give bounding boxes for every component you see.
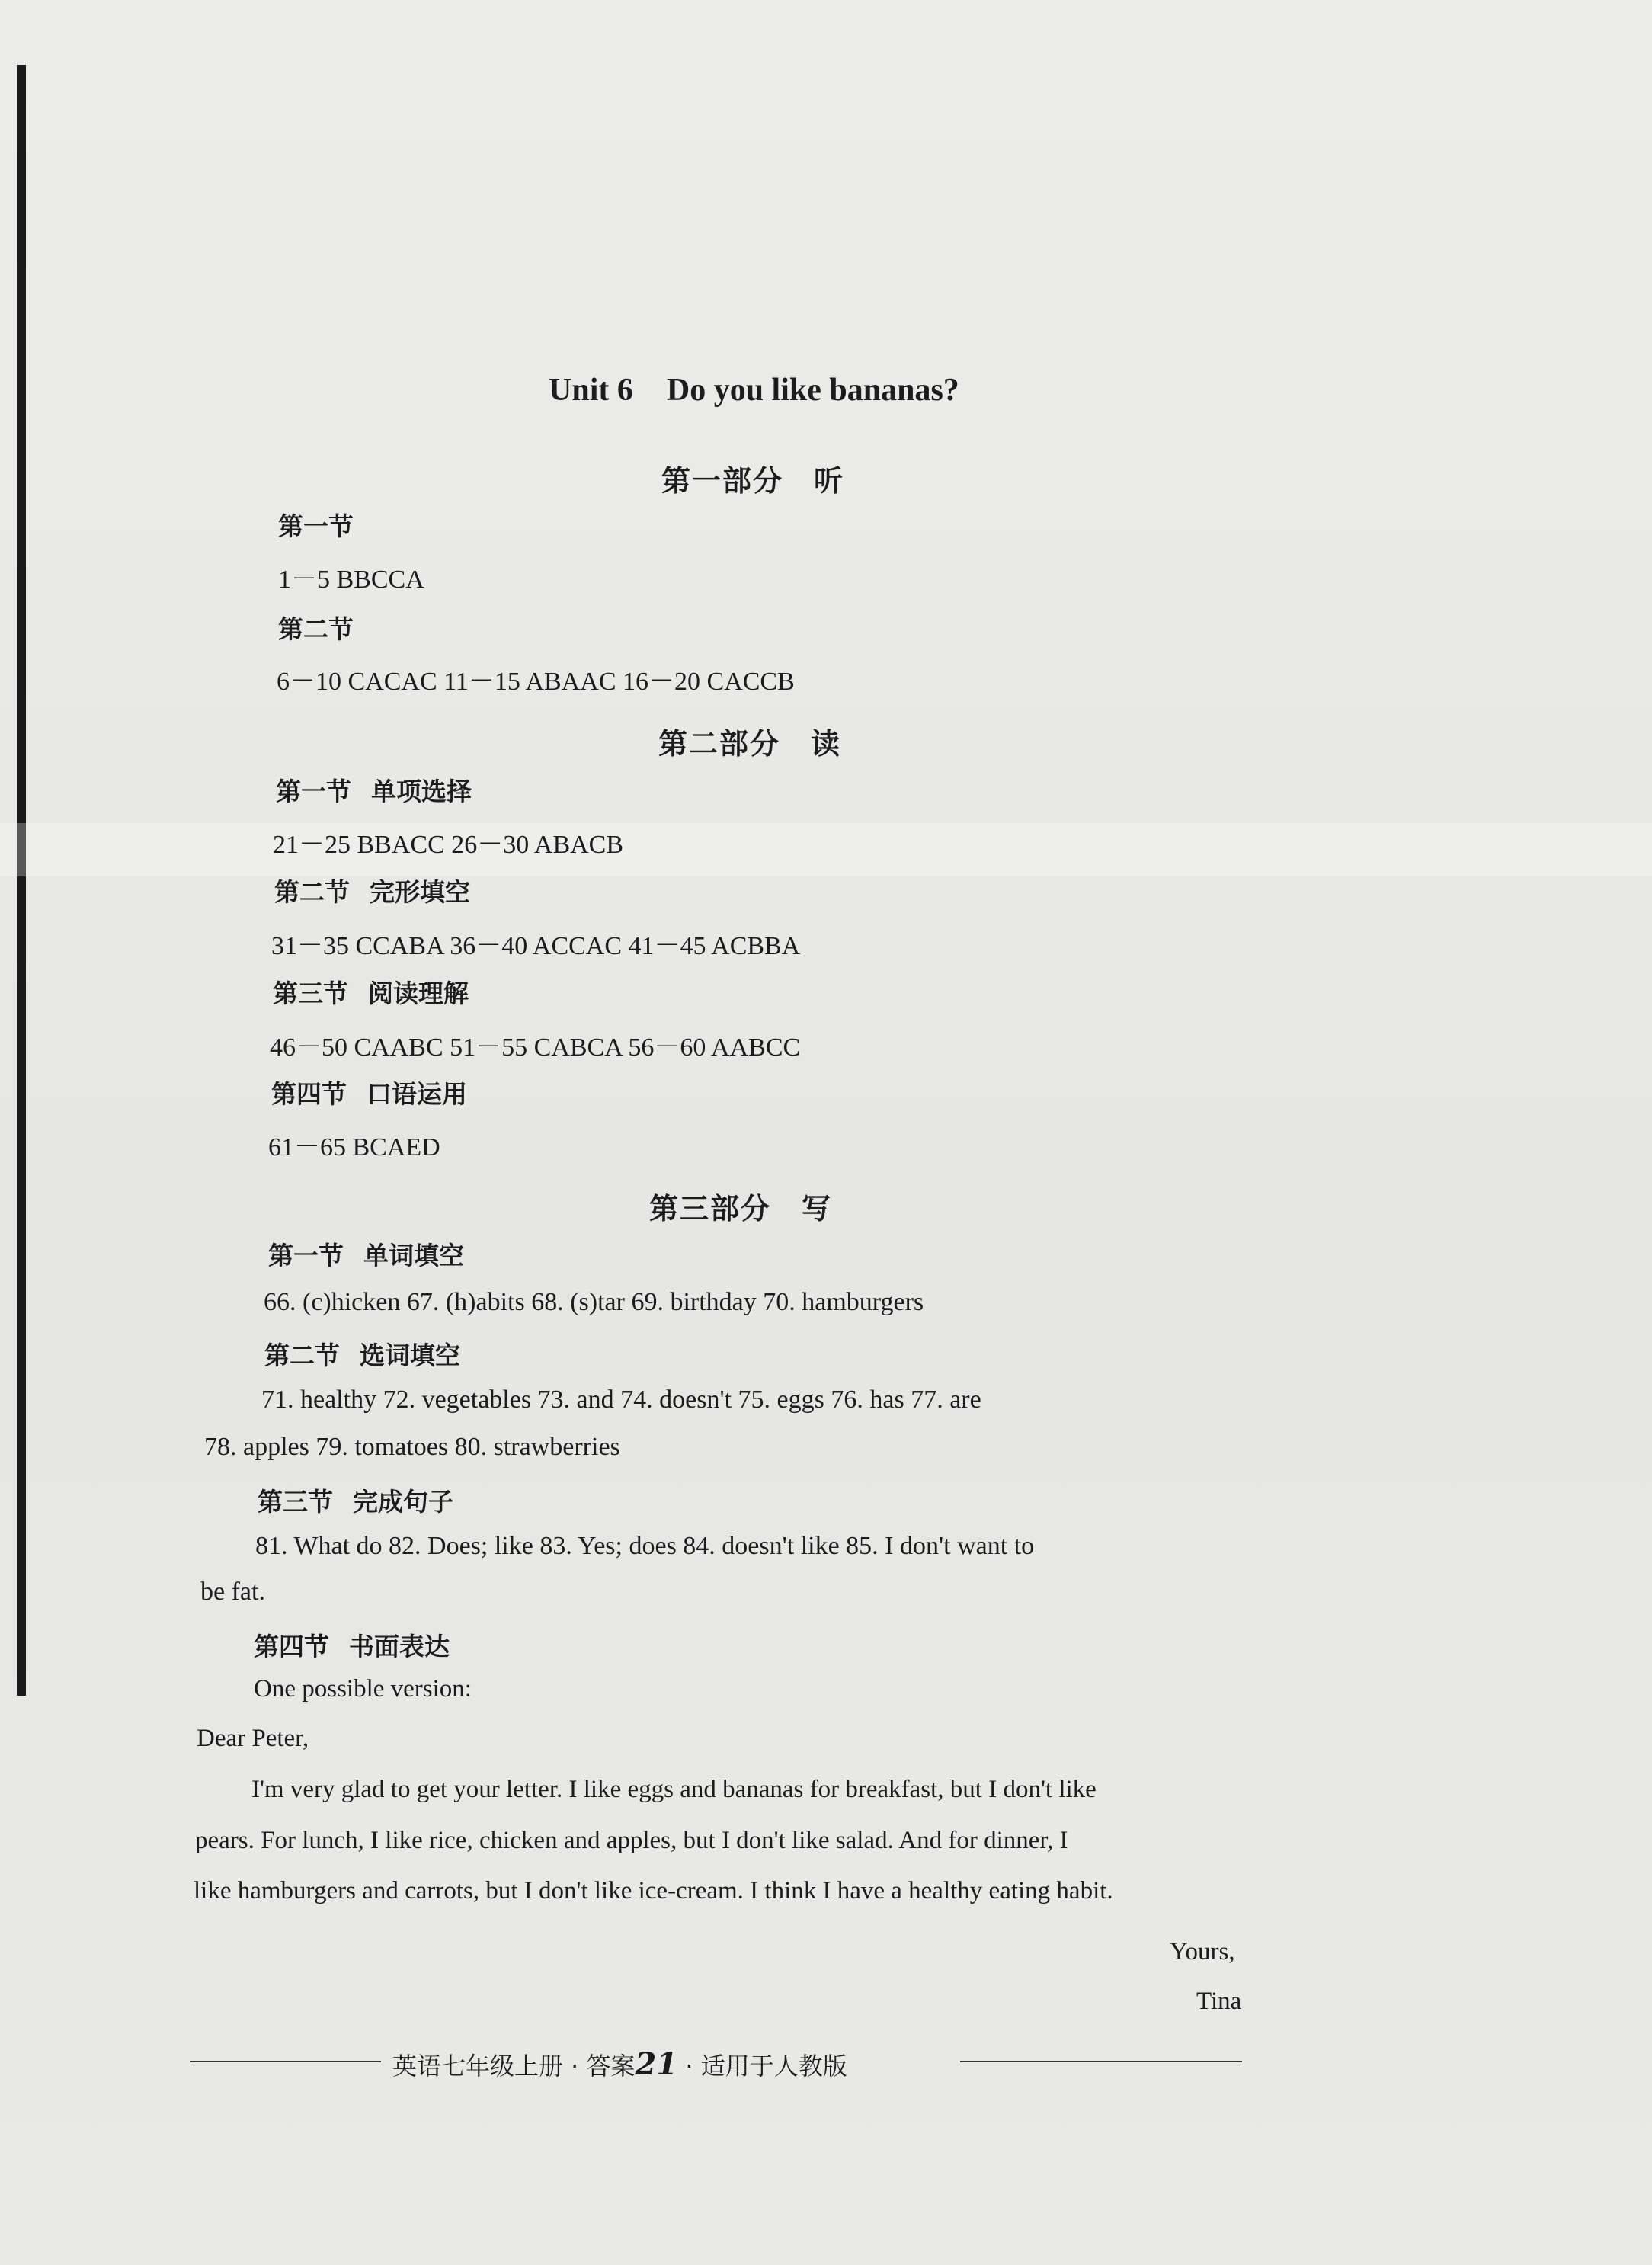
part3-section1-heading — [268, 1236, 464, 1272]
part2-section3-answers: 46－50 CAABC 51－55 CABCA 56－60 AABCC — [270, 1033, 801, 1062]
part2-section4-heading — [271, 1075, 467, 1110]
part2-section2-name: 完形填空 — [370, 877, 470, 907]
letter-line-1: I'm very glad to get your letter. I like eggs and bananas for breakfast, but I don't like — [251, 1776, 1097, 1803]
letter-signature: Tina — [1196, 1988, 1242, 2015]
part2-section2-answers: 31－35 CCABA 36－40 ACCAC 41－45 ACBBA — [271, 932, 801, 960]
part3-section3-heading — [258, 1482, 453, 1518]
part3-section4-heading — [254, 1627, 450, 1663]
part3-section2-answers-line1: 71. healthy 72. vegetables 73. and 74. doesn't 75. eggs 76. has 77. are — [261, 1386, 981, 1414]
part3-section3-answers-line2: be fat. — [200, 1578, 265, 1606]
letter-line-3: like hamburgers and carrots, but I don't like ice-cream. I think I have a healthy eating habit. — [194, 1877, 1113, 1905]
part2-label: 第二部分 — [658, 727, 781, 761]
part1-label: 第一部分 — [661, 464, 784, 498]
footer-rule-left — [190, 2061, 381, 2062]
part1-section1-label: 第一节 — [278, 511, 354, 541]
part3-name: 写 — [802, 1192, 833, 1225]
binding-edge — [17, 65, 26, 1696]
part1-section2-label: 第二节 — [278, 614, 354, 644]
part3-section1-label: 第一节 — [268, 1241, 344, 1270]
part2-section1-name: 单项选择 — [371, 777, 472, 806]
footer-rule-right — [960, 2061, 1242, 2062]
part2-section2-heading — [274, 873, 470, 908]
part3-section3-label: 第三节 — [258, 1487, 333, 1517]
part3-section2-name: 选词填空 — [360, 1341, 460, 1370]
part2-section3-label: 第三节 — [273, 979, 348, 1008]
letter-salutation: Dear Peter, — [197, 1725, 309, 1752]
part2-section3-heading — [273, 974, 469, 1010]
part2-section4-label: 第四节 — [271, 1079, 347, 1109]
footer-book-title: 英语七年级上册 · 答案 — [392, 2052, 636, 2081]
unit-title: Do you like bananas? — [666, 373, 959, 408]
page-title — [549, 372, 959, 408]
part2-section1-label: 第一节 — [276, 777, 351, 806]
part1-section1-answers: 1－5 BBCCA — [278, 565, 424, 594]
part3-section4-name: 书面表达 — [349, 1632, 450, 1661]
part1-name: 听 — [814, 464, 845, 498]
part3-section2-label: 第二节 — [264, 1341, 340, 1370]
unit-label: Unit 6 — [549, 373, 633, 408]
part3-section1-answers: 66. (c)hicken 67. (h)abits 68. (s)tar 69. birthday 70. hamburgers — [264, 1288, 924, 1316]
footer-edition: · 适用于人教版 — [677, 2052, 847, 2081]
part2-section1-heading — [276, 772, 472, 808]
part1-section2-answers: 6－10 CACAC 11－15 ABAAC 16－20 CACCB — [277, 668, 795, 696]
part3-label: 第三部分 — [649, 1192, 772, 1225]
part2-section1-answers: 21－25 BBACC 26－30 ABACB — [273, 831, 624, 859]
page-footer — [190, 2046, 1242, 2082]
part3-section3-name: 完成句子 — [353, 1487, 453, 1517]
version-note: One possible version: — [254, 1675, 472, 1703]
part2-section2-label: 第二节 — [274, 877, 350, 907]
part3-section3-answers-line1: 81. What do 82. Does; like 83. Yes; does 84. doesn't like 85. I don't want to — [255, 1532, 1035, 1560]
page-number: 21 — [635, 2046, 678, 2082]
part2-heading — [658, 720, 841, 762]
part2-name: 读 — [811, 727, 842, 761]
part3-section2-answers-line2: 78. apples 79. tomatoes 80. strawberries — [204, 1433, 620, 1461]
letter-line-2: pears. For lunch, I like rice, chicken and apples, but I don't like salad. And for dinner, I — [195, 1827, 1068, 1854]
part2-section3-name: 阅读理解 — [368, 979, 469, 1008]
part2-section4-name: 口语运用 — [367, 1079, 467, 1109]
letter-closing: Yours, — [1170, 1938, 1235, 1965]
part2-section4-answers: 61－65 BCAED — [268, 1133, 440, 1161]
part3-section2-heading — [264, 1336, 460, 1372]
part3-section4-label: 第四节 — [254, 1632, 329, 1661]
part3-heading — [649, 1185, 832, 1227]
footer-text — [392, 2046, 847, 2082]
part3-section1-name: 单词填空 — [363, 1241, 464, 1270]
part1-heading — [661, 457, 844, 499]
scan-band — [0, 823, 1652, 876]
